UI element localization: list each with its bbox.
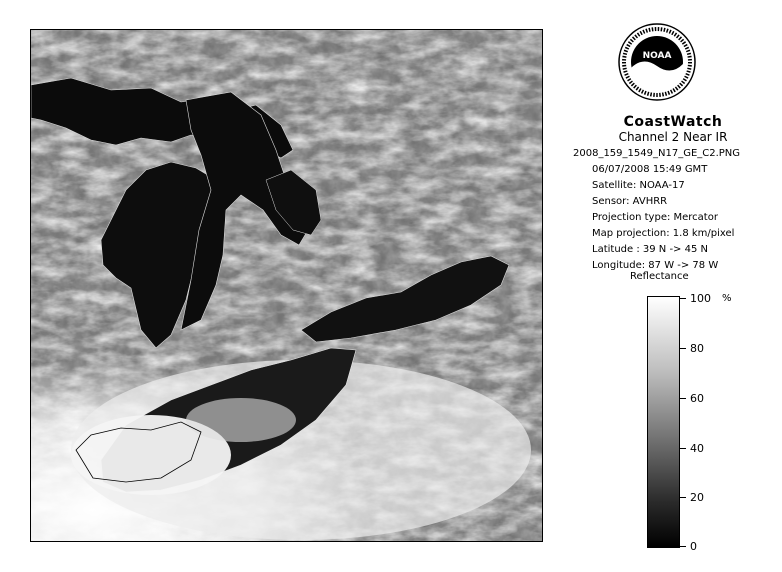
map-image — [31, 30, 543, 542]
tick-mark — [680, 448, 686, 449]
channel-subtitle: Channel 2 Near IR — [618, 130, 728, 144]
satellite: Satellite: NOAA-17 — [592, 180, 685, 191]
metadata-panel — [573, 146, 741, 274]
longitude: Longitude: 87 W -> 78 W — [592, 260, 719, 271]
title-block — [566, 114, 780, 144]
datetime: 06/07/2008 15:49 GMT — [592, 164, 708, 175]
filename: 2008_159_1549_N17_GE_C2.PNG — [573, 148, 741, 159]
latitude: Latitude : 39 N -> 45 N — [592, 244, 708, 255]
tick-mark — [680, 546, 686, 547]
legend-unit: % — [722, 293, 732, 304]
tick-mark — [680, 497, 686, 498]
logo-text: NOAA — [642, 51, 672, 61]
tick-label: 60 — [690, 392, 704, 405]
tick-label: 80 — [690, 342, 704, 355]
legend-title: Reflectance — [630, 271, 689, 282]
tick-mark — [680, 398, 686, 399]
tick-label: 20 — [690, 491, 704, 504]
map-projection: Map projection: 1.8 km/pixel — [592, 228, 735, 239]
tick-mark — [680, 348, 686, 349]
sensor: Sensor: AVHRR — [592, 196, 668, 207]
reflectance-colorbar — [647, 296, 680, 548]
projection-type: Projection type: Mercator — [592, 212, 718, 223]
noaa-logo — [617, 22, 697, 102]
satellite-map — [30, 29, 543, 542]
tick-label: 40 — [690, 442, 704, 455]
tick-label: 100 — [690, 292, 711, 305]
tick-mark — [680, 298, 686, 299]
tick-label: 0 — [690, 540, 697, 553]
product-title: CoastWatch — [623, 114, 723, 130]
